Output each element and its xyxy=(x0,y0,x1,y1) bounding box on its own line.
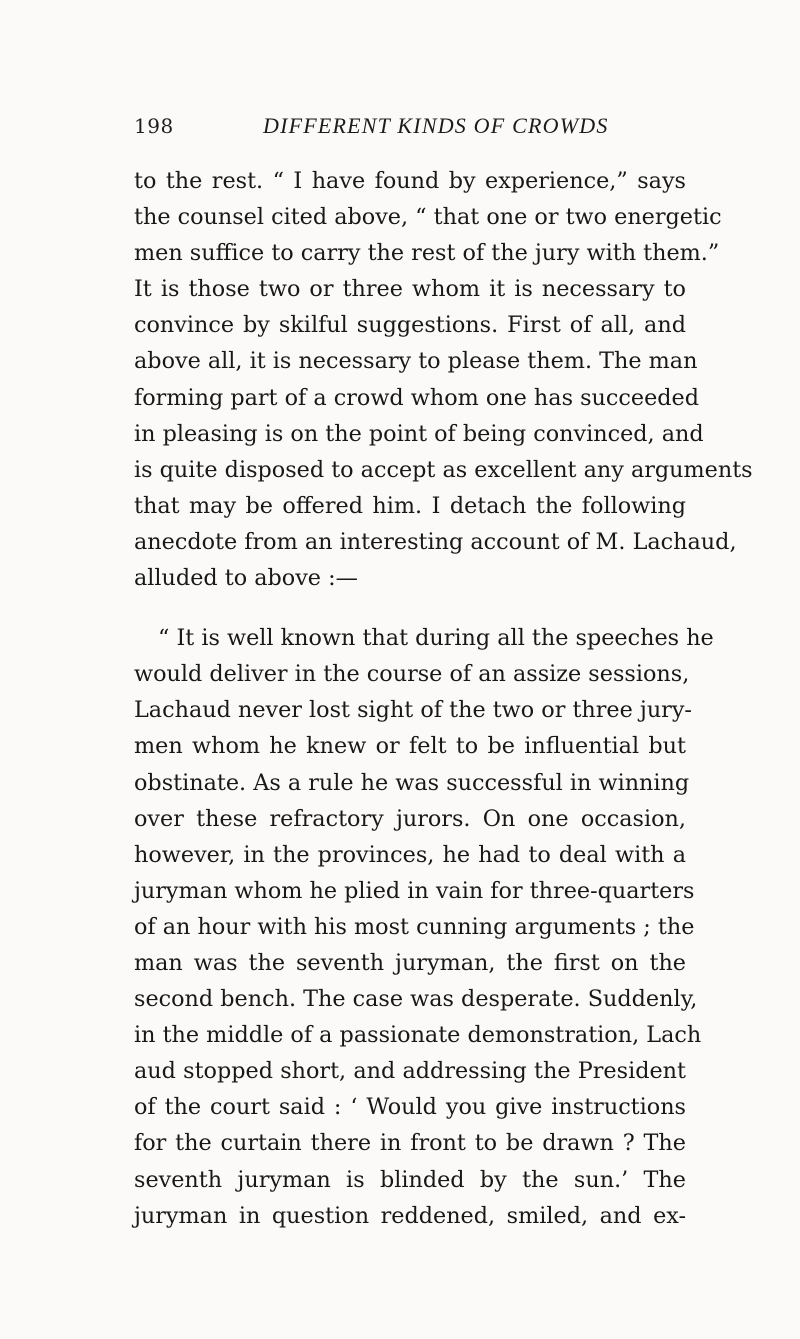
text-line: aud stopped short, and addressing the President xyxy=(134,1058,686,1085)
text-line: juryman in question reddened, smiled, and ex- xyxy=(134,1202,686,1229)
text-line: for the curtain there in front to be drawn ? The xyxy=(134,1130,686,1157)
text-line: seventh juryman is blinded by the sun.’ The xyxy=(134,1166,686,1193)
text-line: would deliver in the course of an assize sessions, xyxy=(134,661,690,688)
text-line: of the court said : ‘ Would you give instructions xyxy=(134,1094,686,1121)
paragraph-gap xyxy=(134,596,686,620)
text-line: that may be offered him. I detach the following xyxy=(134,492,686,519)
text-line: above all, it is necessary to please them. The man xyxy=(134,348,698,375)
text-line: in the middle of a passionate demonstration, Lach xyxy=(134,1022,702,1049)
text-line: juryman whom he plied in vain for three-quarters xyxy=(134,877,695,904)
text-line: convince by skilful suggestions. First of all, and xyxy=(134,312,686,339)
text-line: of an hour with his most cunning arguments ; the xyxy=(134,913,695,940)
text-line: second bench. The case was desperate. Suddenly, xyxy=(134,986,698,1013)
text-line: over these refractory jurors. On one occasion, xyxy=(134,805,686,832)
text-line: men suffice to carry the rest of the jury with them.” xyxy=(134,240,720,267)
text-line: forming part of a crowd whom one has succeeded xyxy=(134,384,700,411)
text-line: “ It is well known that during all the speeches he xyxy=(158,625,714,652)
text-line: man was the seventh juryman, the first on the xyxy=(134,949,686,976)
text-line: Lachaud never lost sight of the two or three jury- xyxy=(134,697,692,724)
text-line: It is those two or three whom it is necessary to xyxy=(134,276,686,303)
text-line: in pleasing is on the point of being convinced, and xyxy=(134,420,704,447)
body-text xyxy=(134,163,753,1234)
page-number: 198 xyxy=(134,114,174,138)
text-line: anecdote from an interesting account of M. Lachaud, xyxy=(134,528,737,555)
text-line: is quite disposed to accept as excellent any arguments xyxy=(134,456,753,483)
text-line: men whom he knew or felt to be influential but xyxy=(134,733,686,760)
paragraph-2 xyxy=(134,620,714,1234)
text-line: the counsel cited above, “ that one or two energetic xyxy=(134,204,722,231)
text-line: to the rest. “ I have found by experience,” says xyxy=(134,168,686,194)
text-line: obstinate. As a rule he was successful in winning xyxy=(134,769,690,796)
text-line: alluded to above :— xyxy=(134,565,358,592)
running-title: DIFFERENT KINDS OF CROWDS xyxy=(263,113,609,138)
running-head xyxy=(134,108,686,148)
paragraph-1 xyxy=(134,163,753,596)
text-line: however, in the provinces, he had to deal with a xyxy=(134,841,686,868)
